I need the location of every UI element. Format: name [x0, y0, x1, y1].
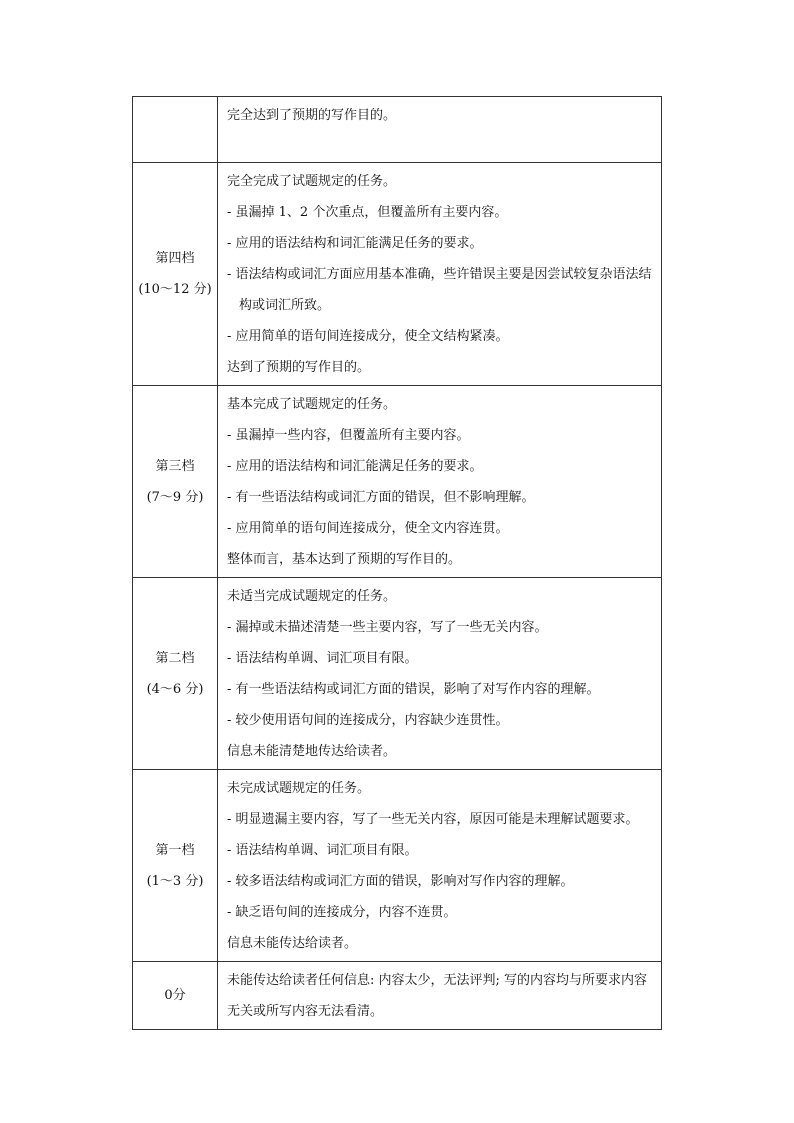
description-line: 达到了预期的写作目的。	[227, 360, 371, 375]
description-line: - 有一些语法结构或词汇方面的错误，影响了对写作内容的理解。	[227, 682, 600, 697]
level-cell	[133, 163, 218, 386]
description-cell	[218, 770, 662, 962]
description-line: 完全完成了试题规定的任务。	[227, 174, 397, 189]
description-line: - 语法结构单调、词汇项目有限。	[227, 843, 418, 858]
table-row	[133, 386, 662, 578]
description-line: - 语法结构单调、词汇项目有限。	[227, 651, 418, 666]
level-name: 第四档	[155, 251, 195, 266]
description-line: 未能传达给读者任何信息: 内容太少，无法评判; 写的内容均与所要求内容无关或所写内容无法看清。	[227, 973, 648, 1019]
level-name: 第二档	[155, 650, 195, 666]
description-cell	[218, 386, 662, 578]
scoring-rubric-table	[132, 96, 662, 1030]
description-line: 未适当完成试题规定的任务。	[227, 589, 397, 604]
description-line: - 应用的语法结构和词汇能满足任务的要求。	[227, 236, 483, 251]
level-name: 第三档	[155, 458, 195, 474]
level-name: 0分	[164, 988, 186, 1003]
description-line: - 应用简单的语句间连接成分，使全文结构紧凑。	[227, 329, 509, 344]
score-range: (7～9 分)	[146, 489, 204, 505]
description-line: - 应用简单的语句间连接成分，使全文内容连贯。	[227, 521, 509, 536]
description-line: - 漏掉或未描述清楚一些主要内容，写了一些无关内容。	[227, 620, 548, 635]
table-row	[133, 962, 662, 1030]
table-row	[133, 97, 662, 163]
description-line: - 较多语法结构或词汇方面的错误，影响对写作内容的理解。	[227, 874, 574, 889]
description-line: - 应用的语法结构和词汇能满足任务的要求。	[227, 459, 483, 474]
description-line: - 有一些语法结构或词汇方面的错误，但不影响理解。	[227, 490, 535, 505]
table-row	[133, 578, 662, 770]
description-line: 信息未能清楚地传达给读者。	[227, 744, 397, 759]
description-cell	[218, 962, 662, 1030]
score-range: (10～12 分)	[138, 282, 212, 297]
score-range: (4～6 分)	[146, 681, 204, 697]
level-cell	[133, 386, 218, 578]
description-cell	[218, 163, 662, 386]
level-cell	[133, 770, 218, 962]
description-cell	[218, 97, 662, 163]
description-line: 基本完成了试题规定的任务。	[227, 397, 397, 412]
description-cell	[218, 578, 662, 770]
level-cell	[133, 97, 218, 163]
description-line: - 语法结构或词汇方面应用基本准确，些许错误主要是因尝试较复杂语法结构或词汇所致。	[227, 267, 652, 313]
level-name: 第一档	[155, 842, 195, 858]
table-row	[133, 770, 662, 962]
description-line: - 缺乏语句间的连接成分，内容不连贯。	[227, 905, 457, 920]
description-line: 整体而言，基本达到了预期的写作目的。	[227, 552, 462, 567]
level-cell	[133, 962, 218, 1030]
description-line: 信息未能传达给读者。	[227, 936, 358, 951]
description-line: - 虽漏掉 1、2 个次重点，但覆盖所有主要内容。	[227, 205, 508, 220]
table-row	[133, 163, 662, 386]
description-line: 完全达到了预期的写作目的。	[227, 108, 397, 123]
description-line: 未完成试题规定的任务。	[227, 781, 371, 796]
level-cell	[133, 578, 218, 770]
score-range: (1～3 分)	[146, 873, 204, 889]
description-line: - 虽漏掉一些内容，但覆盖所有主要内容。	[227, 428, 470, 443]
description-line: - 较少使用语句间的连接成分，内容缺少连贯性。	[227, 713, 509, 728]
description-line: - 明显遗漏主要内容，写了一些无关内容，原因可能是未理解试题要求。	[227, 812, 639, 827]
